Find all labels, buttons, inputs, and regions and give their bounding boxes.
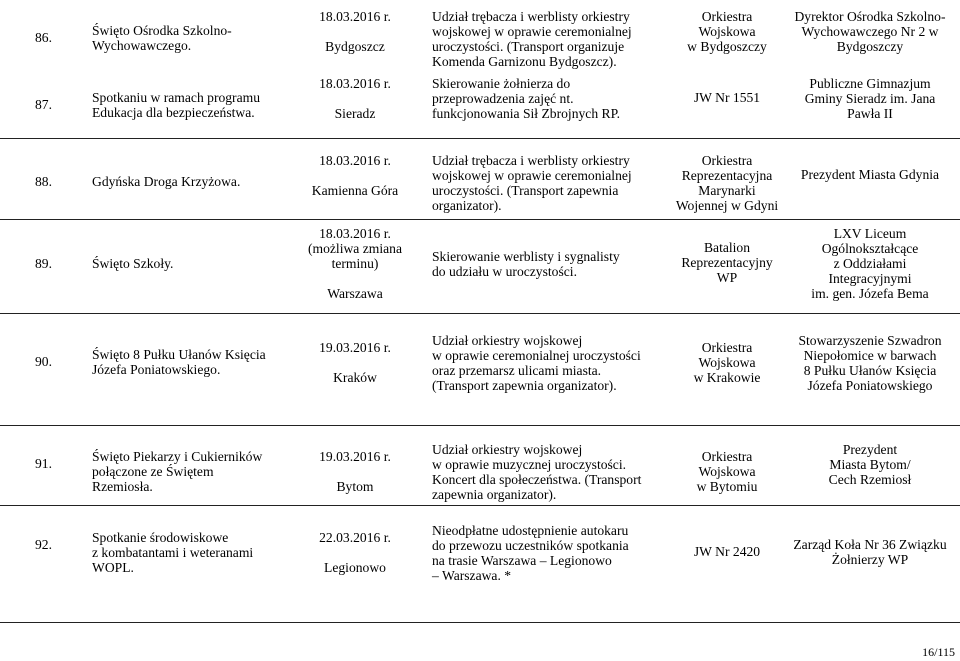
event-date-place-line: 19.03.2016 r. [319,449,391,464]
row-number [35,456,65,471]
performer [652,90,802,105]
event-name-line: Józefa Poniatowskiego. [92,362,221,377]
event-description-line: Koncert dla społeczeństwa. (Transport [432,472,642,487]
event-date-place-line: 22.03.2016 r. [319,530,391,545]
organizer-line: Ogólnokształcące [821,241,919,256]
row-divider [0,505,960,506]
event-date-place [291,340,419,385]
organizer [785,76,955,121]
performer-line: Orkiestra [701,153,753,168]
row-number [35,174,65,189]
row-divider [0,425,960,426]
event-name [92,530,282,575]
performer-line: w Bytomiu [696,479,758,494]
event-description-line: (Transport zapewnia organizator). [432,378,617,393]
performer-line: JW Nr 1551 [693,90,761,105]
event-date-place-line: Sieradz [334,106,376,121]
organizer [785,9,955,54]
row-divider [0,219,960,220]
organizer-line: Publiczne Gimnazjum [809,76,931,91]
organizer-line: Wychowawczego Nr 2 w [801,24,939,39]
event-description-line: Nieodpłatne udostępnienie autokaru [432,523,629,538]
performer-line: Batalion [703,240,751,255]
event-date-place-line [291,271,419,286]
performer-line: Wojennej w Gdyni [675,198,779,213]
event-name-line: Święto Ośrodka Szkolno- [92,23,232,38]
event-description-line: uroczystości. (Transport organizuje [432,39,625,54]
organizer [785,442,955,487]
event-description [432,442,664,502]
event-description-line: Udział trębacza i werblisty orkiestry [432,153,630,168]
organizer-line: Niepołomice w barwach [803,348,937,363]
event-name-line: Święto Szkoły. [92,256,174,271]
event-description-line: oraz przemarsz ulicami miasta. [432,363,602,378]
row-divider [0,313,960,314]
event-date-place [291,9,419,54]
event-date-place [291,530,419,575]
organizer-line: Gminy Sieradz im. Jana [804,91,936,106]
event-date-place-line: 19.03.2016 r. [319,340,391,355]
row-number [35,97,65,112]
event-date-place-line: (możliwa zmiana [308,241,402,256]
event-date-place-line: 18.03.2016 r. [319,76,391,91]
organizer-line: Zarząd Koła Nr 36 Związku [793,537,947,552]
performer-line: w Bydgoszczy [687,39,767,54]
event-description-line: do przewozu uczestników spotkania [432,538,629,553]
organizer-line: Miasta Bytom/ [829,457,911,472]
event-date-place-line: Kamienna Góra [311,183,399,198]
event-description-line: uroczystości. (Transport zapewnia [432,183,619,198]
event-description-line: Komenda Garnizonu Bydgoszcz). [432,54,617,69]
event-description-line: Skierowanie żołnierza do [432,76,571,91]
organizer-line: 8 Pułku Ułanów Księcia [803,363,937,378]
event-name-line: WOPL. [92,560,134,575]
performer-line: Orkiestra [701,9,753,24]
event-name [92,23,282,53]
footer-divider [0,622,960,623]
performer-line: Marynarki [698,183,756,198]
row-number [35,256,65,271]
event-date-place-line: terminu) [331,256,379,271]
event-date-place-line [291,355,419,370]
row-number [35,30,65,45]
event-description-line: zapewnia organizator). [432,487,557,502]
performer-line: JW Nr 2420 [693,544,761,559]
performer [652,9,802,54]
performer [652,153,802,213]
organizer-line: Stowarzyszenie Szwadron [798,333,942,348]
performer-line: Reprezentacyjny [681,255,773,270]
performer [652,544,802,559]
event-description [432,249,664,279]
event-name-line: Edukacja dla bezpieczeństwa. [92,105,255,120]
event-date-place [291,153,419,198]
event-description-line: Udział orkiestry wojskowej [432,333,583,348]
event-name-line: Rzemiosła. [92,479,153,494]
event-name-line: połączone ze Świętem [92,464,214,479]
row-number-line: 86. [35,30,52,45]
event-date-place-line: Legionowo [324,560,386,575]
organizer-line: Dyrektor Ośrodka Szkolno- [794,9,946,24]
organizer-line: Józefa Poniatowskiego [807,378,933,393]
event-name [92,449,282,494]
organizer-line: Pawła II [847,106,893,121]
organizer-line: Cech Rzemiosł [828,472,912,487]
event-date-place [291,226,419,301]
organizer-line: Prezydent [842,442,898,457]
performer-line: Wojskowa [698,355,756,370]
performer-line: Reprezentacyjna [681,168,773,183]
performer-line: Orkiestra [701,449,753,464]
organizer-line: LXV Liceum [833,226,907,241]
event-name [92,90,282,120]
event-date-place-line: 18.03.2016 r. [319,226,391,241]
organizer-line: im. gen. Józefa Bema [811,286,929,301]
organizer-line: Integracyjnymi [828,271,912,286]
performer-line: Wojskowa [698,24,756,39]
organizer [785,537,955,567]
event-description [432,153,664,213]
row-number [35,537,65,552]
event-date-place [291,76,419,121]
event-description [432,523,664,583]
event-date-place-line: Bytom [336,479,374,494]
event-description-line: wojskowej w oprawie ceremonialnej [432,24,632,39]
organizer-line: Bydgoszczy [836,39,904,54]
event-name-line: Święto Piekarzy i Cukierników [92,449,263,464]
event-description-line: w oprawie muzycznej uroczystości. [432,457,627,472]
row-number-line: 88. [35,174,52,189]
event-description-line: Udział orkiestry wojskowej [432,442,583,457]
event-description [432,76,664,121]
performer [652,240,802,285]
event-name [92,347,282,377]
performer-line: Wojskowa [698,464,756,479]
event-description [432,9,664,69]
event-date-place-line: Bydgoszcz [325,39,385,54]
event-description-line: na trasie Warszawa – Legionowo [432,553,612,568]
event-description [432,333,664,393]
event-name-line: Gdyńska Droga Krzyżowa. [92,174,241,189]
event-description-line: przeprowadzenia zajęć nt. [432,91,574,106]
event-date-place-line [291,168,419,183]
event-description-line: do udziału w uroczystości. [432,264,577,279]
performer-line: w Krakowie [693,370,761,385]
event-description-line: Skierowanie werblisty i sygnalisty [432,249,620,264]
event-date-place-line: 18.03.2016 r. [319,9,391,24]
organizer [785,333,955,393]
event-date-place-line: Warszawa [327,286,383,301]
organizer [785,167,955,182]
performer-line: Orkiestra [701,340,753,355]
organizer-line: z Oddziałami [833,256,907,271]
organizer-line: Prezydent Miasta Gdynia [800,167,940,182]
row-number [35,354,65,369]
event-date-place-line [291,464,419,479]
organizer [785,226,955,301]
row-divider [0,138,960,139]
event-name [92,174,282,189]
event-description-line: wojskowej w oprawie ceremonialnej [432,168,632,183]
event-date-place-line: Kraków [333,370,377,385]
event-name [92,256,282,271]
event-date-place-line: 18.03.2016 r. [319,153,391,168]
event-date-place-line [291,91,419,106]
row-number-line: 87. [35,97,52,112]
event-name-line: Święto 8 Pułku Ułanów Księcia [92,347,266,362]
performer [652,340,802,385]
performer-line: WP [716,270,738,285]
row-number-line: 92. [35,537,52,552]
event-name-line: Spotkanie środowiskowe [92,530,229,545]
row-number-line: 91. [35,456,52,471]
event-description-line: – Warszawa. * [432,568,512,583]
event-description-line: w oprawie ceremonialnej uroczystości [432,348,641,363]
event-description-line: organizator). [432,198,502,213]
event-date-place-line [291,545,419,560]
performer [652,449,802,494]
event-description-line: Udział trębacza i werblisty orkiestry [432,9,630,24]
row-number-line: 89. [35,256,52,271]
page-number: 16/115 [922,645,955,659]
event-description-line: funkcjonowania Sił Zbrojnych RP. [432,106,621,121]
event-name-line: Wychowawczego. [92,38,192,53]
row-number-line: 90. [35,354,52,369]
organizer-line: Żołnierzy WP [831,552,909,567]
event-name-line: Spotkaniu w ramach programu [92,90,260,105]
event-name-line: z kombatantami i weteranami [92,545,254,560]
event-date-place-line [291,24,419,39]
event-date-place [291,449,419,494]
